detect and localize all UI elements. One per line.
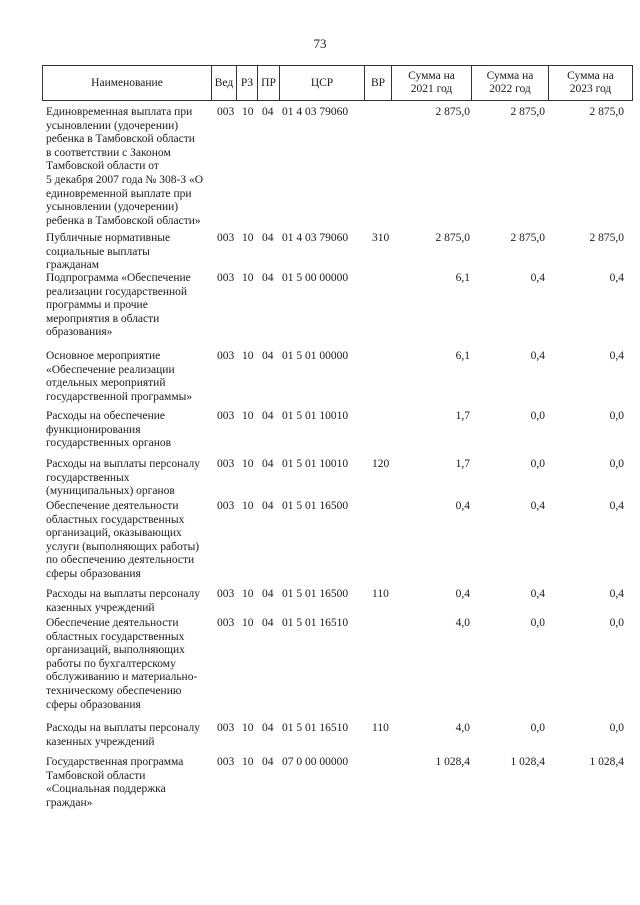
- row-pr: 04: [262, 272, 274, 284]
- row-rz: 10: [242, 588, 254, 600]
- row-name: Расходы на выплаты персоналу казенных учреждений: [46, 722, 200, 748]
- row-sum-2022: 0,4: [530, 588, 545, 600]
- row-sum-2021: 2 875,0: [435, 232, 470, 244]
- row-sum-2022: 0,0: [530, 722, 545, 734]
- row-sum-2023: 0,4: [609, 588, 624, 600]
- header-csr: ЦСР: [280, 66, 365, 100]
- row-sum-2023: 0,4: [609, 350, 624, 362]
- row-ved: 003: [217, 458, 235, 470]
- row-name: Государственная программа Тамбовской области «Социальная поддержка граждан»: [46, 756, 184, 809]
- row-ved: 003: [217, 106, 235, 118]
- row-pr: 04: [262, 722, 274, 734]
- row-rz: 10: [242, 458, 254, 470]
- header-rz: РЗ: [237, 66, 258, 100]
- row-vr: 110: [372, 588, 389, 600]
- row-name: Расходы на обеспечение функционирования государственных органов: [46, 410, 172, 450]
- row-sum-2022: 0,4: [530, 350, 545, 362]
- row-pr: 04: [262, 500, 274, 512]
- row-sum-2021: 0,4: [455, 588, 470, 600]
- row-sum-2022: 0,4: [530, 272, 545, 284]
- row-rz: 10: [242, 106, 254, 118]
- row-sum-2023: 0,0: [609, 617, 624, 629]
- row-csr: 01 4 03 79060: [282, 106, 349, 118]
- row-csr: 01 5 01 10010: [282, 458, 349, 470]
- row-rz: 10: [242, 410, 254, 422]
- header-sum-2023: Сумма на 2023 год: [567, 70, 614, 95]
- row-ved: 003: [217, 617, 235, 629]
- header-sum-2021: Сумма на 2021 год: [392, 66, 472, 100]
- row-rz: 10: [242, 617, 254, 629]
- row-pr: 04: [262, 106, 274, 118]
- row-sum-2021: 2 875,0: [435, 106, 470, 118]
- row-ved: 003: [217, 500, 235, 512]
- row-sum-2022: 0,0: [530, 410, 545, 422]
- row-name: Публичные нормативные социальные выплаты гражданам: [46, 232, 171, 272]
- row-name: Обеспечение деятельности областных государственных организаций, выполняющих работы по бухгалтерскому обслуживанию и материально- техническому обеспечению сферы образования: [46, 617, 198, 711]
- row-name: Основное мероприятие «Обеспечение реализации отдельных мероприятий государственной программы»: [46, 350, 193, 403]
- table-header: [42, 65, 633, 101]
- row-sum-2022: 2 875,0: [510, 232, 545, 244]
- row-name: Обеспечение деятельности областных государственных организаций, оказывающих услуги (выполняющих работы) по обеспечению деятельности сферы образования: [46, 500, 200, 580]
- row-rz: 10: [242, 500, 254, 512]
- page-number: 73: [313, 36, 327, 51]
- row-name: Подпрограмма «Обеспечение реализации государственной программы и прочие мероприятия в области образования»: [46, 272, 191, 339]
- row-csr: 01 5 01 16500: [282, 500, 349, 512]
- row-ved: 003: [217, 232, 235, 244]
- row-name: Расходы на выплаты персоналу государственных (муниципальных) органов: [46, 458, 200, 498]
- row-csr: 01 4 03 79060: [282, 232, 349, 244]
- row-vr: 120: [372, 458, 390, 470]
- row-sum-2023: 0,0: [609, 458, 624, 470]
- header-sum-2022: Сумма на 2022 год: [472, 66, 549, 100]
- row-rz: 10: [242, 722, 254, 734]
- row-sum-2023: 0,0: [609, 722, 624, 734]
- row-rz: 10: [242, 272, 254, 284]
- row-sum-2022: 0,0: [530, 458, 545, 470]
- row-name: Единовременная выплата при усыновлении (удочерении) ребенка в Тамбовской области в соответствии с Законом Тамбовской области от 5 декабря 2007 года № 308-З «О единовременной выплате при усыновлении (удочерении) ребенка в Тамбовской области»: [46, 106, 204, 227]
- row-vr: 110: [372, 722, 389, 734]
- row-vr: 310: [372, 232, 390, 244]
- row-pr: 04: [262, 232, 274, 244]
- row-sum-2022: 0,4: [530, 500, 545, 512]
- row-sum-2022: 0,0: [530, 617, 545, 629]
- row-ved: 003: [217, 588, 235, 600]
- row-csr: 01 5 01 16510: [282, 617, 349, 629]
- row-name: Расходы на выплаты персоналу казенных учреждений: [46, 588, 200, 614]
- row-sum-2021: 4,0: [455, 722, 470, 734]
- row-pr: 04: [262, 350, 274, 362]
- row-ved: 003: [217, 722, 235, 734]
- row-sum-2023: 1 028,4: [589, 756, 624, 768]
- row-sum-2021: 6,1: [455, 272, 470, 284]
- row-rz: 10: [242, 756, 254, 768]
- row-sum-2021: 1,7: [455, 410, 470, 422]
- row-sum-2023: 2 875,0: [589, 106, 624, 118]
- row-csr: 01 5 01 00000: [282, 350, 349, 362]
- row-pr: 04: [262, 458, 274, 470]
- row-sum-2023: 2 875,0: [589, 232, 624, 244]
- row-sum-2021: 0,4: [455, 500, 470, 512]
- row-sum-2022: 2 875,0: [510, 106, 545, 118]
- row-sum-2021: 4,0: [455, 617, 470, 629]
- row-ved: 003: [217, 756, 235, 768]
- row-csr: 01 5 01 10010: [282, 410, 349, 422]
- row-csr: 01 5 01 16510: [282, 722, 349, 734]
- row-pr: 04: [262, 617, 274, 629]
- row-csr: 01 5 01 16500: [282, 588, 349, 600]
- header-vr: ВР: [365, 66, 392, 100]
- row-sum-2023: 0,4: [609, 272, 624, 284]
- row-csr: 07 0 00 00000: [282, 756, 349, 768]
- row-sum-2022: 1 028,4: [510, 756, 545, 768]
- row-sum-2021: 1 028,4: [435, 756, 470, 768]
- header-ved: Вед: [212, 66, 237, 100]
- row-pr: 04: [262, 410, 274, 422]
- row-sum-2021: 1,7: [455, 458, 470, 470]
- row-ved: 003: [217, 410, 235, 422]
- header-pr: ПР: [258, 66, 280, 100]
- row-rz: 10: [242, 350, 254, 362]
- row-sum-2023: 0,4: [609, 500, 624, 512]
- header-name: Наименование: [43, 66, 212, 100]
- row-pr: 04: [262, 588, 274, 600]
- row-ved: 003: [217, 350, 235, 362]
- row-ved: 003: [217, 272, 235, 284]
- row-rz: 10: [242, 232, 254, 244]
- row-sum-2023: 0,0: [609, 410, 624, 422]
- row-csr: 01 5 00 00000: [282, 272, 349, 284]
- row-sum-2021: 6,1: [455, 350, 470, 362]
- row-pr: 04: [262, 756, 274, 768]
